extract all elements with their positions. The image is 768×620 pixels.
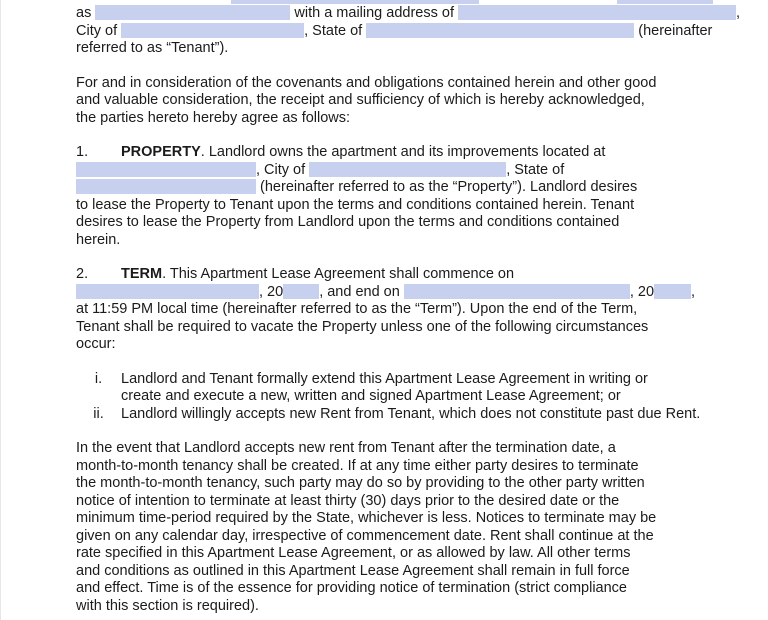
text-line: Landlord and Tenant formally extend this Apartment Lease Agreement in writing or	[121, 370, 648, 387]
text-line: with this section is required).	[76, 597, 259, 614]
document-content	[1, 0, 768, 615]
text-run: ,	[691, 283, 696, 300]
blank-field[interactable]	[76, 162, 256, 177]
text-line: Landlord willingly accepts new Rent from Tenant, which does not constitute past	[121, 405, 634, 422]
text-line: to lease the Property to Tenant upon the terms and conditions contained herein. Tenant	[76, 196, 635, 213]
list-item-text	[121, 406, 728, 424]
text-run: (hereinafter referred to as the “Property”). Landlord desires	[260, 179, 638, 195]
text-line: In the event that Landlord accepts new rent from Tenant after the termination date, a	[76, 440, 616, 456]
list-item-text	[121, 371, 728, 406]
text-line: desires to lease the Property from Landlord upon the terms and conditions contained	[76, 214, 620, 230]
text-run: . Landlord owns the apartment and its improvements located at	[200, 144, 606, 160]
list-item	[76, 371, 728, 406]
text-line: at 11:59 PM local time (hereinafter referred to as the “Term”). Upon the end of the Term,	[76, 301, 638, 317]
consideration-paragraph	[76, 75, 728, 128]
blank-field[interactable]	[76, 179, 256, 194]
text-line	[76, 179, 728, 197]
text-line: rate specified in this Apartment Lease Agreement, or as allowed by law. All other terms	[76, 545, 631, 561]
section-1-property	[76, 144, 728, 249]
text-line: Tenant shall be required to vacate the Property unless one of the following circumstances	[76, 318, 649, 335]
text-line: the month-to-month tenancy, such party may do so by providing to the other party written	[76, 475, 645, 491]
text-line: notice of intention to terminate at least thirty (30) days prior to the desired date or the	[76, 492, 620, 509]
text-run: , 20	[629, 283, 655, 300]
text-line: and effect. Time is of the essence for providing notice of termination (strict compliance	[76, 580, 627, 596]
text-run: City of	[76, 22, 118, 39]
blank-field-partial[interactable]	[617, 0, 713, 4]
list-item	[76, 406, 728, 424]
text-line: the parties hereto hereby agree as follows:	[76, 109, 351, 126]
text-line: and conditions as outlined in this Apartment Lease Agreement shall remain in full force	[76, 562, 630, 579]
text-run: (hereinafter	[638, 22, 713, 39]
text-line: create and execute a new, written and signed Apartment Lease Agreement; or	[121, 388, 621, 404]
text-line	[76, 284, 728, 302]
text-run: , City of	[256, 161, 306, 178]
holdover-paragraph	[76, 440, 728, 615]
text-run: , and end on	[319, 283, 400, 300]
list-marker: ii.	[93, 405, 104, 422]
list-marker: i.	[94, 370, 103, 387]
section-number: 2.	[76, 266, 89, 282]
text-line	[76, 5, 741, 23]
blank-field[interactable]	[309, 162, 506, 177]
text-line: and valuable consideration, the receipt and sufficiency of which is hereby acknowledged,	[76, 92, 645, 108]
blank-field[interactable]	[458, 5, 736, 20]
text-run: , State of	[506, 161, 565, 178]
section-heading: PROPERTY	[121, 144, 201, 160]
text-run: as	[76, 5, 92, 21]
blank-field[interactable]	[121, 23, 304, 38]
blank-field[interactable]	[654, 284, 691, 299]
blank-field[interactable]	[404, 284, 630, 299]
text-line: referred to as “Tenant”).	[76, 40, 229, 56]
section-number: 1.	[76, 144, 89, 160]
text-line	[76, 162, 728, 180]
text-line: herein.	[76, 231, 121, 248]
blank-field[interactable]	[95, 5, 290, 20]
text-line: month-to-month tenancy shall be created. If at any time either party desires to terminate	[76, 457, 639, 474]
section-2-term	[76, 266, 728, 354]
text-line	[76, 266, 728, 284]
text-run: with a mailing address of	[294, 5, 454, 21]
blank-field[interactable]	[76, 284, 259, 299]
text-run: . This Apartment Lease Agreement shall commence on	[162, 266, 515, 282]
section-heading: TERM	[121, 266, 163, 282]
text-run: , State of	[304, 22, 363, 39]
text-line: occur:	[76, 336, 116, 352]
text-line: due Rent.	[637, 405, 701, 422]
text-line: given on any calendar day, irrespective of commencement date. Rent shall continue at the	[76, 527, 654, 544]
text-line	[76, 23, 728, 41]
tenant-intro-block	[76, 5, 741, 58]
text-line: minimum time-period required by the State, whichever is less. Notices to terminate may be	[76, 510, 657, 526]
blank-field-partial[interactable]	[231, 0, 479, 4]
text-run: , 20	[259, 283, 284, 300]
text-line	[76, 144, 728, 162]
blank-field[interactable]	[283, 284, 319, 299]
text-line: For and in consideration of the covenants and obligations contained herein and other good	[76, 74, 657, 91]
extension-list	[76, 371, 728, 424]
text-run: ,	[736, 5, 741, 21]
blank-field[interactable]	[366, 23, 634, 38]
